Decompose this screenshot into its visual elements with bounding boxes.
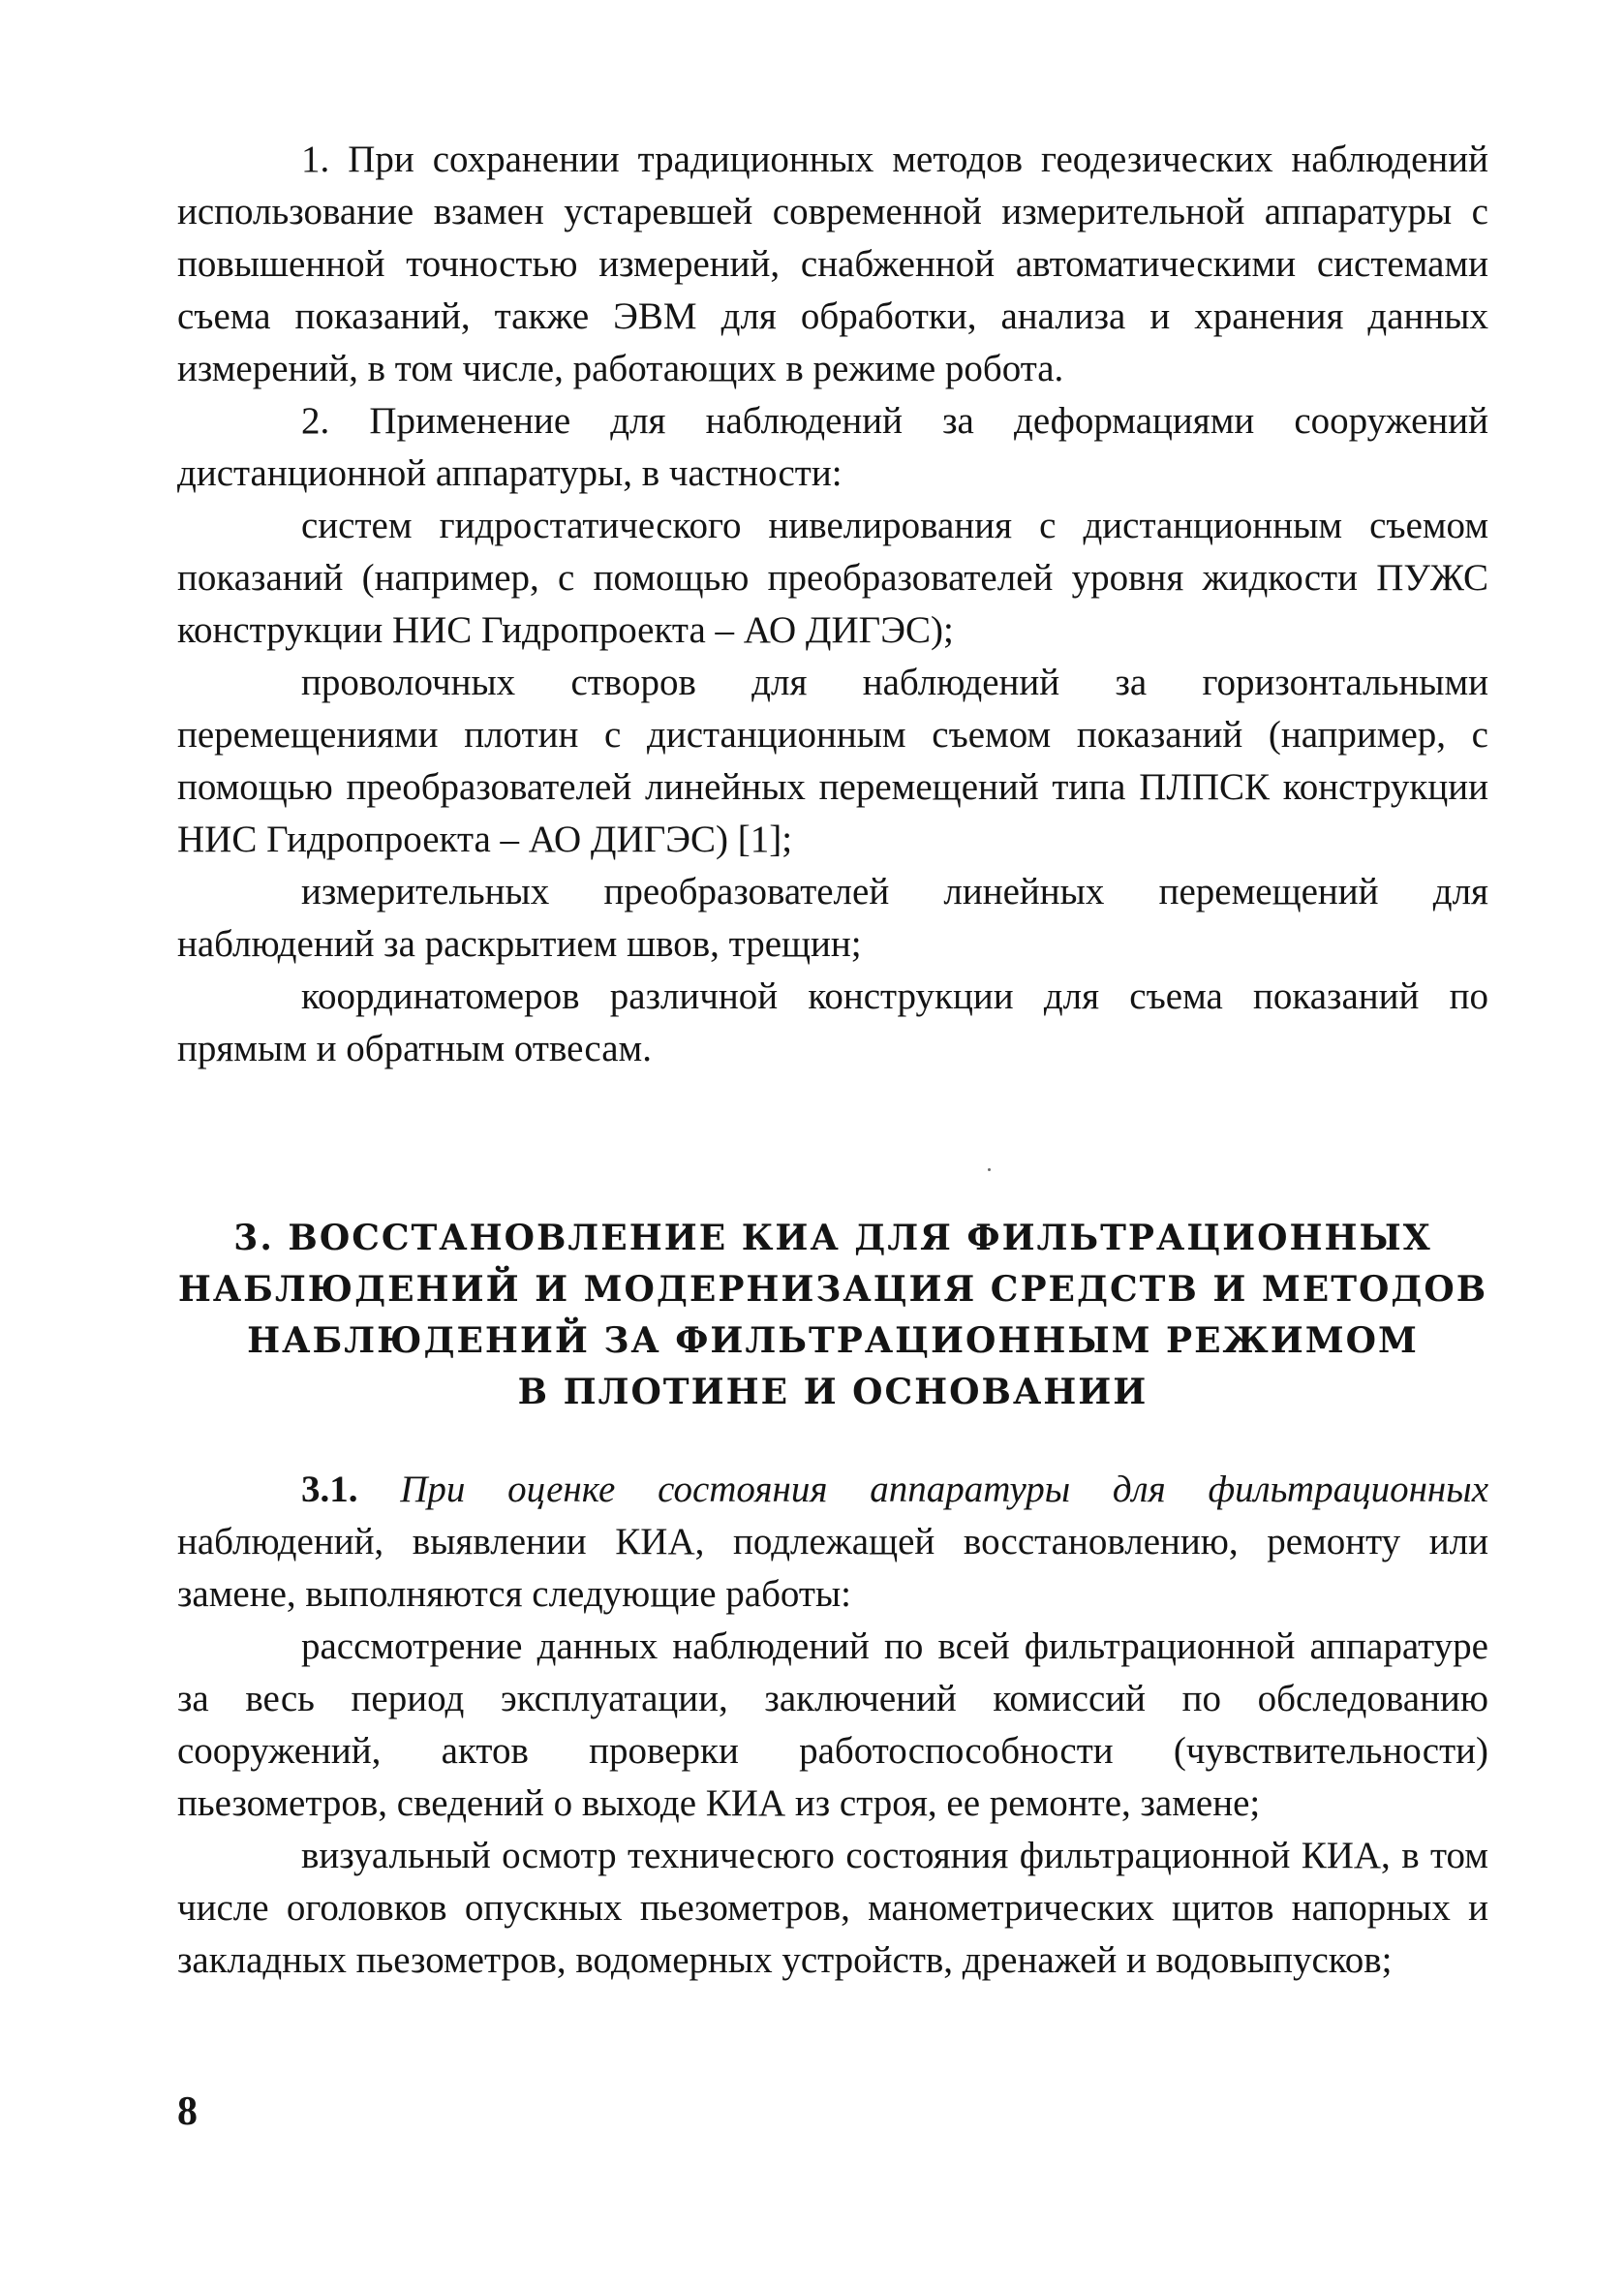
page-number: 8 (177, 2089, 198, 2134)
list-item-wire-alignments: проволочных створов для наблюдений за горизонтальными перемещениями плотин с дистанционным съемом показаний (например, с помощью преобразователей линейных перемещений типа ПЛПСК конструкции НИС Гидропроекта – АО ДИГЭС) [1]; (177, 662, 1488, 860)
section-lead-paragraph (177, 1464, 1488, 1621)
intro-text-block (177, 134, 1488, 1075)
paragraph-geodetic-methods: 1. При сохранении традиционных методов геодезических наблюдений использование взамен устаревшей современной измерительной аппаратуры с повышенной точностью измерений, снабженной автоматическими системами съема показаний, также ЭВМ для обработки, анализа и хранения данных измерений, в том числе, работающих в режиме робота. (177, 139, 1488, 389)
section-heading-line: В ПЛОТИНЕ И ОСНОВАНИИ (517, 1372, 1149, 1412)
list-item-hydrostatic-leveling: систем гидростатического нивелирования с дистанционным съемом показаний (например, с помощью преобразователей уровня жидкости ПУЖС конструкции НИС Гидропроекта – АО ДИГЭС); (177, 505, 1488, 651)
clause-lead-rest: наблюдений, выявлении КИА, подлежащей восстановлению, ремонту или замене, выполняются следующие работы: (177, 1521, 1488, 1615)
clause-lead-italic: При оценке состояния аппаратуры для фильтрационных (400, 1469, 1489, 1510)
section-heading-line: 3. ВОССТАНОВЛЕНИЕ КИА ДЛЯ ФИЛЬТРАЦИОННЫХ (233, 1218, 1432, 1258)
scan-speck (988, 1168, 991, 1171)
paragraph-remote-apparatus: 2. Применение для наблюдений за деформациями сооружений дистанционной аппаратуры, в частности: (177, 400, 1488, 494)
section-heading-line: НАБЛЮДЕНИЙ И МОДЕРНИЗАЦИЯ СРЕДСТВ И МЕТОДОВ (177, 1269, 1488, 1310)
list-item-data-review: рассмотрение данных наблюдений по всей фильтрационной аппаратуре за весь период эксплуатации, заключений комиссий по обследованию сооружений, актов проверки работоспособности (чувствительности) пьезометров, сведений о выходе КИА из строя, ее ремонте, замене; (177, 1625, 1488, 1824)
list-item-visual-inspection: визуальный осмотр техничесюго состояния фильтрационной КИА, в том числе оголовков опускных пьезометров, манометрических щитов напорных и закладных пьезометров, водомерных устройств, дренажей и водовыпусков; (177, 1835, 1488, 1981)
clause-number: 3.1. (301, 1469, 358, 1510)
section-body (177, 1464, 1488, 1987)
section-heading (177, 1213, 1488, 1418)
list-item-coordinatometers: координатомеров различной конструкции для съема показаний по прямым и обратным отвесам. (177, 975, 1488, 1069)
list-item-displacement-transducers: измерительных преобразователей линейных перемещений для наблюдений за раскрытием швов, трещин; (177, 871, 1488, 965)
section-heading-line: НАБЛЮДЕНИЙ ЗА ФИЛЬТРАЦИОННЫМ РЕЖИМОМ (247, 1320, 1419, 1361)
